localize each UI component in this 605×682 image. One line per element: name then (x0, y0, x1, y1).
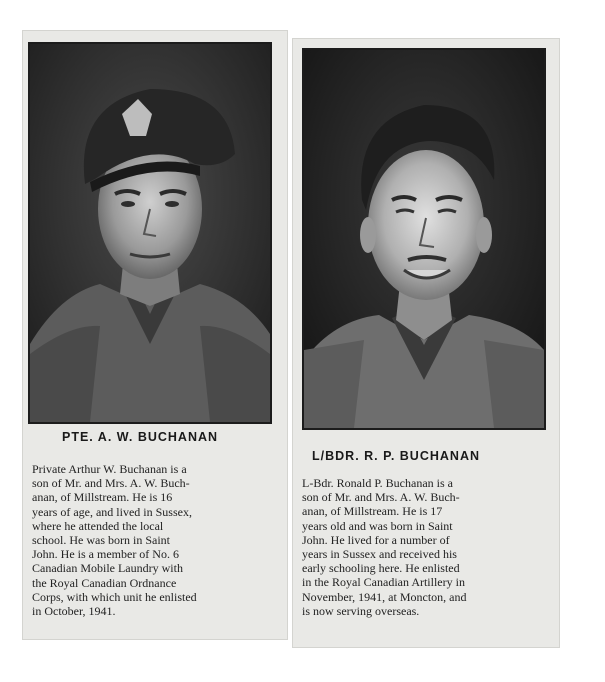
bio-line: L-Bdr. Ronald P. Buchanan is a (302, 476, 453, 490)
portrait-image-left (30, 44, 270, 422)
portrait-photo-right (302, 48, 546, 430)
bio-line: school. He was born in Saint (32, 533, 170, 548)
bio-line: anan, of Millstream. He is 16 (32, 490, 173, 505)
portrait-image-right (304, 50, 544, 428)
bio-line: John. He is a member of No. 6 (32, 547, 179, 562)
bio-line: Corps, with which unit he enlisted (32, 589, 197, 604)
portrait-photo-left (28, 42, 272, 424)
left-clipping (22, 30, 288, 640)
bio-line: the Royal Canadian Ordnance (32, 575, 177, 590)
bio-line: Canadian Mobile Laundry with (32, 561, 183, 576)
right-clipping (292, 38, 560, 648)
caption-left: PTE. A. W. BUCHANAN (62, 430, 219, 444)
bio-line: anan, of Millstream. He is 17 (302, 504, 443, 519)
bio-line: John. He lived for a number of (302, 532, 450, 547)
caption-right: L/BDR. R. P. BUCHANAN (312, 449, 480, 463)
bio-line: where he attended the local (32, 518, 164, 533)
bio-line: years in Sussex and received his (302, 547, 457, 562)
bio-line: early schooling here. He enlisted (302, 561, 460, 576)
biography-left (32, 462, 282, 618)
biography-right (302, 476, 552, 618)
bio-line: son of Mr. and Mrs. A. W. Buch- (302, 490, 460, 505)
bio-line: is now serving overseas. (302, 603, 420, 618)
bio-line: son of Mr. and Mrs. A. W. Buch- (32, 476, 190, 491)
bio-line: in the Royal Canadian Artillery in (302, 575, 465, 590)
bio-line: in October, 1941. (32, 604, 116, 619)
bio-line: November, 1941, at Moncton, and (302, 589, 467, 604)
bio-line: years of age, and lived in Sussex, (32, 504, 192, 519)
bio-line: years old and was born in Saint (302, 518, 453, 533)
bio-line: Private Arthur W. Buchanan is a (32, 462, 187, 476)
